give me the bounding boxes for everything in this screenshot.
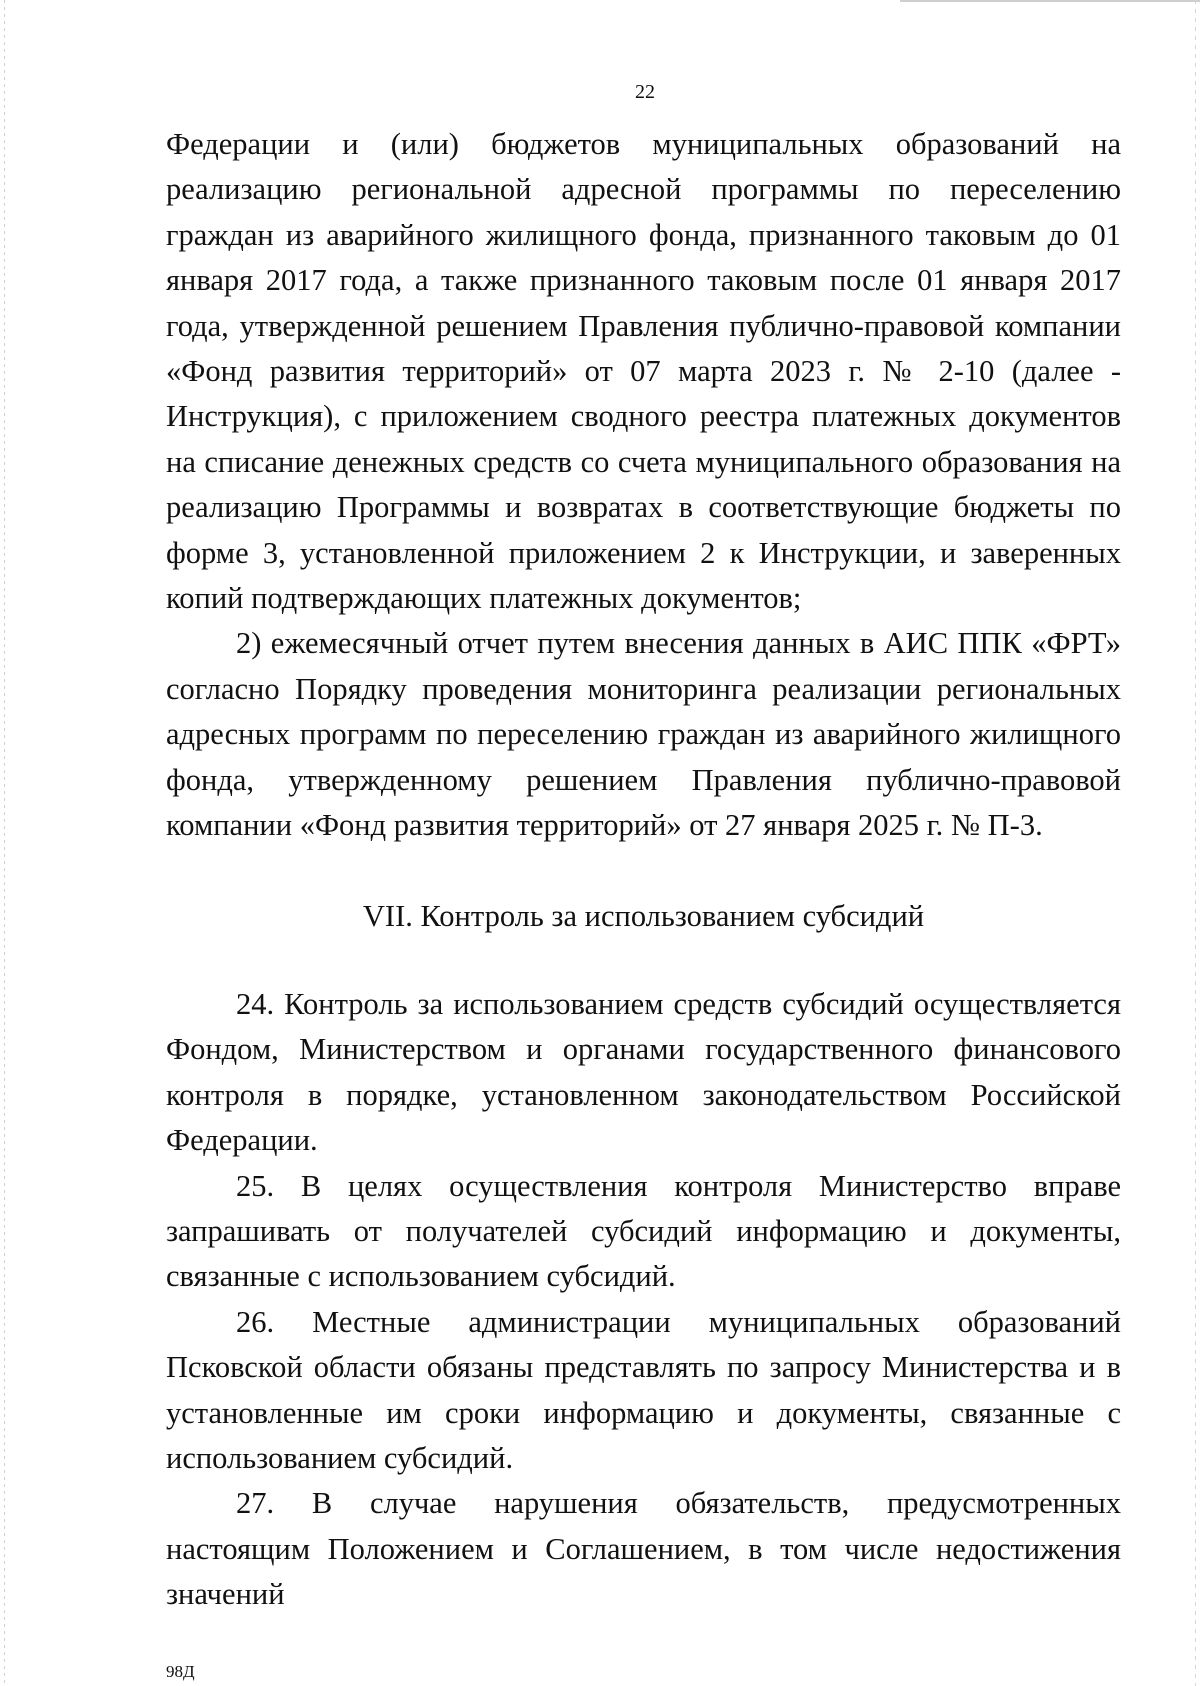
paragraph-item-26: 26. Местные администрации муниципальных образований Псковской области обязаны представлять по запросу Министерства и в установленные им сроки информацию и документы, связанные с использованием субсидий.: [166, 1304, 1121, 1475]
paragraph-item-25: 25. В целях осуществления контроля Министерство вправе запрашивать от получателей субсидий информацию и документы, связанные с использованием субсидий.: [166, 1168, 1121, 1294]
document-body: [166, 122, 1121, 1618]
spacer: [166, 849, 1121, 894]
scan-edge-right: [1195, 0, 1196, 1686]
paragraph-item-2: 2) ежемесячный отчет путем внесения данных в АИС ППК «ФРТ» согласно Порядку проведения мониторинга реализации региональных адресных программ по переселению граждан из аварийного жилищного фонда, утвержденному решением Правления публично-правовой компании «Фонд развития территорий» от 27 января 2025 г. № П-3.: [166, 626, 1121, 843]
scan-edge-left: [4, 0, 5, 1686]
paragraph-item-27: 27. В случае нарушения обязательств, предусмотренных настоящим Положением и Соглашением, в том числе недостижения значений: [166, 1486, 1121, 1612]
section-heading: VII. Контроль за использованием субсидий: [362, 898, 925, 933]
paragraph-continuation: Федерации и (или) бюджетов муниципальных образований на реализацию региональной адресной программы по переселению граждан из аварийного жилищного фонда, признанного таковым до 01 января 2017 года, а также признанного таковым после 01 января 2017 года, утвержденной решением Правления публично-правовой компании «Фонд развития территорий» от 07 марта 2023 г. № 2-10 (далее - Инструкция), с приложением сводного реестра платежных документов на списание денежных средств со счета муниципального образования на реализацию Программы и возвратах в соответствующие бюджеты по форме 3, установленной приложением 2 к Инструкции, и заверенных копий подтверждающих платежных документов;: [166, 127, 1121, 616]
paragraph-item-24: 24. Контроль за использованием средств субсидий осуществляется Фондом, Министерством и органами государственного финансового контроля в порядке, установленном законодательством Российской Федерации.: [166, 986, 1121, 1158]
page-number: 22: [635, 81, 655, 103]
spacer: [166, 939, 1121, 982]
footer-document-code: 98Д: [166, 1662, 195, 1681]
scan-edge-top: [900, 0, 1200, 2]
